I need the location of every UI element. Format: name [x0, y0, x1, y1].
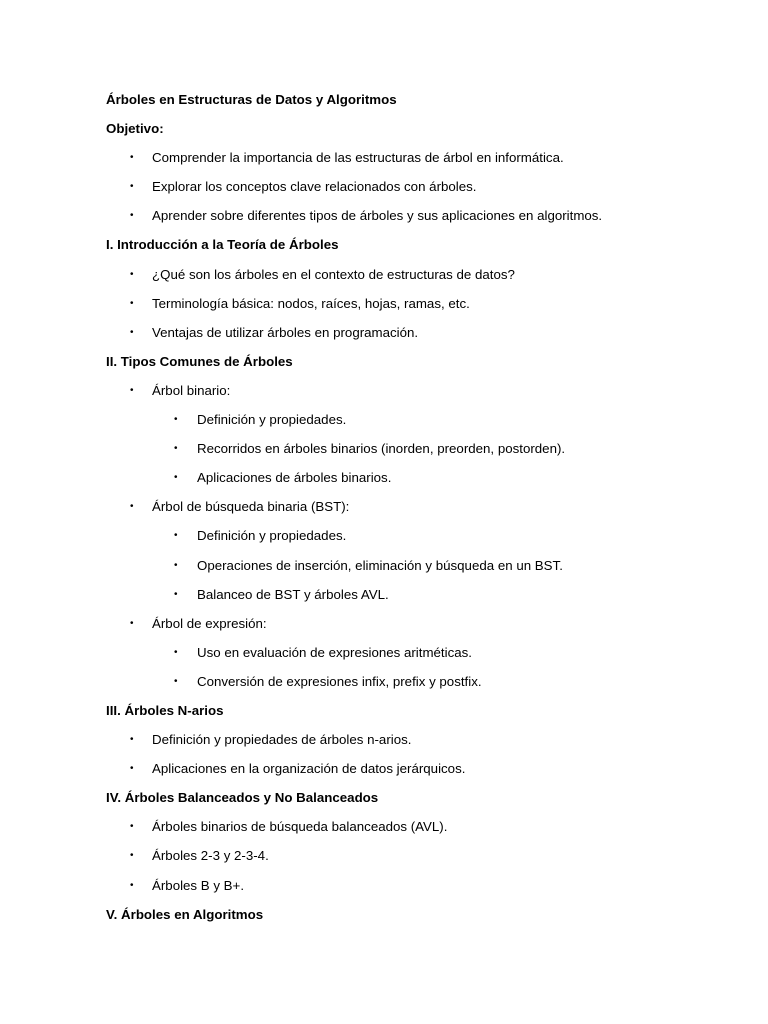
- list-item-text: Árbol de búsqueda binaria (BST):: [152, 499, 350, 515]
- bullet-icon: •: [130, 181, 134, 193]
- bullet-icon: •: [174, 588, 178, 600]
- list-item-text: Uso en evaluación de expresiones aritméticas.: [197, 644, 472, 660]
- bullet-icon: •: [130, 210, 134, 222]
- sub-list-item: [106, 585, 728, 614]
- bullet-icon: •: [130, 326, 134, 338]
- list-item: [106, 265, 728, 294]
- list-item: [106, 817, 728, 846]
- list-item-text: Definición y propiedades.: [197, 528, 347, 544]
- list-item-text: Aplicaciones de árboles binarios.: [197, 470, 392, 486]
- list-item-text: Ventajas de utilizar árboles en programación.: [152, 324, 419, 340]
- list-item: [106, 206, 728, 235]
- list-item-text: ¿Qué son los árboles en el contexto de estructuras de datos?: [152, 266, 515, 282]
- list-item: [106, 294, 728, 323]
- sub-list-item: [106, 672, 728, 701]
- bullet-icon: •: [130, 501, 134, 513]
- bullet-icon: •: [130, 850, 134, 862]
- bullet-icon: •: [174, 675, 178, 687]
- list-item-text: Árbol binario:: [152, 382, 231, 398]
- bullet-icon: •: [130, 152, 134, 164]
- list-item: [106, 381, 728, 410]
- sub-list-item: [106, 526, 728, 555]
- section-heading: V. Árboles en Algoritmos: [106, 906, 264, 922]
- list-item: [106, 614, 728, 643]
- list-item-text: Operaciones de inserción, eliminación y búsqueda en un BST.: [197, 557, 563, 573]
- section-heading: III. Árboles N-arios: [106, 702, 224, 718]
- bullet-icon: •: [130, 821, 134, 833]
- bullet-icon: •: [174, 559, 178, 571]
- list-item-text: Aprender sobre diferentes tipos de árboles y sus aplicaciones en algoritmos.: [152, 208, 603, 224]
- list-item-text: Definición y propiedades.: [197, 412, 347, 428]
- sub-list-item: [106, 556, 728, 585]
- bullet-icon: •: [130, 297, 134, 309]
- section-heading: IV. Árboles Balanceados y No Balanceados: [106, 790, 379, 806]
- sub-list-item: [106, 468, 728, 497]
- bullet-icon: •: [130, 268, 134, 280]
- list-item: [106, 730, 728, 759]
- bullet-icon: •: [130, 879, 134, 891]
- list-item: [106, 148, 728, 177]
- list-item-text: Explorar los conceptos clave relacionados con árboles.: [152, 179, 477, 195]
- bullet-icon: •: [130, 617, 134, 629]
- bullet-icon: •: [174, 443, 178, 455]
- bullet-icon: •: [174, 530, 178, 542]
- objective-heading: Objetivo:: [106, 121, 164, 137]
- list-item-text: Conversión de expresiones infix, prefix y postfix.: [197, 673, 482, 689]
- list-item: [106, 177, 728, 206]
- sub-list-item: [106, 643, 728, 672]
- bullet-icon: •: [130, 734, 134, 746]
- list-item-text: Recorridos en árboles binarios (inorden, preorden, postorden).: [197, 441, 566, 457]
- list-item: [106, 323, 728, 352]
- list-item-text: Balanceo de BST y árboles AVL.: [197, 586, 389, 602]
- sub-list-item: [106, 410, 728, 439]
- list-item-text: Terminología básica: nodos, raíces, hojas, ramas, etc.: [152, 295, 470, 311]
- list-item-text: Árbol de expresión:: [152, 615, 267, 631]
- list-item-text: Árboles B y B+.: [152, 877, 245, 893]
- list-item: [106, 876, 728, 905]
- document-title: Árboles en Estructuras de Datos y Algoritmos: [106, 92, 397, 107]
- list-item: [106, 759, 728, 788]
- sub-list-item: [106, 439, 728, 468]
- list-item: [106, 846, 728, 875]
- list-item-text: Árboles 2-3 y 2-3-4.: [152, 848, 269, 864]
- bullet-icon: •: [174, 646, 178, 658]
- list-item-text: Comprender la importancia de las estructuras de árbol en informática.: [152, 150, 564, 166]
- bullet-icon: •: [174, 414, 178, 426]
- bullet-icon: •: [174, 472, 178, 484]
- section-heading: II. Tipos Comunes de Árboles: [106, 353, 293, 369]
- list-item-text: Aplicaciones en la organización de datos jerárquicos.: [152, 761, 466, 777]
- bullet-icon: •: [130, 384, 134, 396]
- list-item: [106, 497, 728, 526]
- list-item-text: Definición y propiedades de árboles n-arios.: [152, 732, 412, 748]
- bullet-icon: •: [130, 763, 134, 775]
- list-item-text: Árboles binarios de búsqueda balanceados (AVL).: [152, 819, 448, 835]
- section-heading: I. Introducción a la Teoría de Árboles: [106, 237, 339, 253]
